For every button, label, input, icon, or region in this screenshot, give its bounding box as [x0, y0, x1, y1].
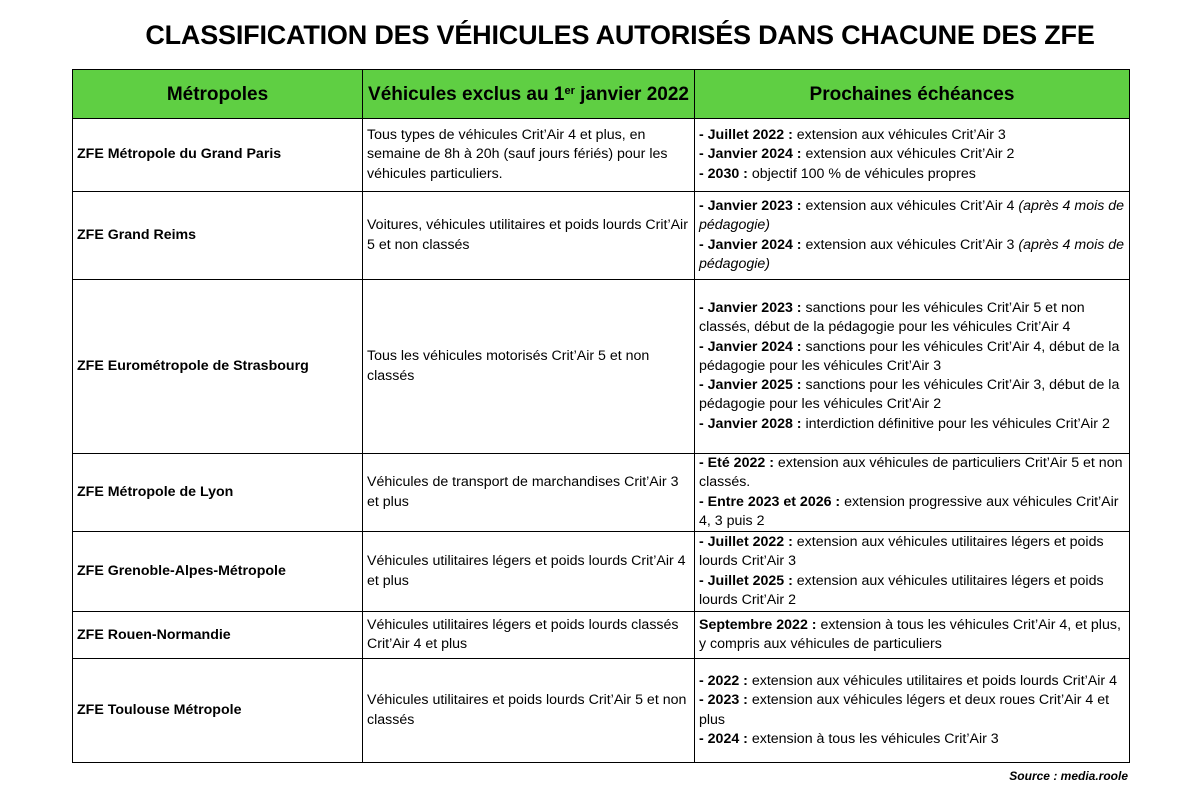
table-row [73, 119, 1130, 192]
schedule-text: extension aux véhicules utilitaires légers et poids lourds Crit’Air 2 [699, 572, 1104, 608]
schedule-cell [695, 280, 1130, 454]
metropole-name: ZFE Rouen-Normandie [73, 612, 363, 659]
metropole-name: ZFE Métropole de Lyon [73, 454, 363, 532]
schedule-item [699, 454, 1125, 493]
excluded-vehicles: Véhicules de transport de marchandises Crit’Air 3 et plus [363, 454, 695, 532]
table-row [73, 532, 1130, 612]
metropole-name: ZFE Grand Reims [73, 192, 363, 280]
excluded-vehicles: Véhicules utilitaires et poids lourds Crit’Air 5 et non classés [363, 659, 695, 763]
schedule-text: sanctions pour les véhicules Crit’Air 5 et non classés, début de la pédagogie pour les véhicules Crit’Air 4 [699, 299, 1085, 336]
schedule-date: - Janvier 2028 : [699, 415, 802, 432]
schedule-item [699, 376, 1125, 415]
schedule-date: - Juillet 2022 : [699, 127, 793, 144]
schedule-cell [695, 659, 1130, 763]
table-row [73, 612, 1130, 659]
schedule-item [699, 145, 1125, 164]
excluded-vehicles: Tous les véhicules motorisés Crit’Air 5 et non classés [363, 280, 695, 454]
schedule-date: Septembre 2022 : [699, 616, 817, 633]
schedule-date: - Janvier 2024 : [699, 146, 802, 163]
schedule-item [699, 197, 1125, 236]
schedule-date: - 2023 : [699, 692, 748, 709]
schedule-item [699, 730, 1125, 749]
header-excluded-sup: er [564, 84, 575, 97]
schedule-text: extension aux véhicules de particuliers Crit’Air 5 et non classés. [699, 455, 1123, 491]
schedule-date: - Janvier 2023 : [699, 299, 802, 316]
schedule-item [699, 672, 1125, 691]
schedule-cell [695, 119, 1130, 192]
schedule-note: (après 4 mois de pédagogie) [699, 236, 1125, 272]
header-excluded-vehicles [363, 70, 695, 119]
header-row [73, 70, 1130, 119]
schedule-text: extension aux véhicules Crit’Air 2 [801, 146, 1015, 163]
schedule-text: extension aux véhicules Crit’Air 3 [792, 127, 1006, 144]
schedule-date: - Janvier 2025 : [699, 377, 802, 394]
schedule-cell [695, 532, 1130, 612]
schedule-date: - Juillet 2025 : [699, 572, 793, 589]
table-row [73, 659, 1130, 763]
schedule-item [699, 299, 1125, 338]
schedule-date: - 2030 : [699, 165, 748, 182]
excluded-vehicles: Véhicules utilitaires légers et poids lourds Crit’Air 4 et plus [363, 532, 695, 612]
schedule-text: extension aux véhicules utilitaires légers et poids lourds Crit’Air 3 [699, 534, 1104, 570]
schedule-text: extension à tous les véhicules Crit’Air 3 [747, 730, 999, 747]
schedule-item [699, 533, 1125, 572]
schedule-cell [695, 192, 1130, 280]
schedule-text: extension progressive aux véhicules Crit’Air 4, 3 puis 2 [699, 493, 1119, 529]
schedule-item [699, 493, 1125, 532]
schedule-item [699, 126, 1125, 145]
table-row [73, 280, 1130, 454]
schedule-text: interdiction définitive pour les véhicules Crit’Air 2 [801, 415, 1110, 432]
header-excluded-suffix: janvier 2022 [574, 83, 689, 105]
schedule-cell [695, 612, 1130, 659]
schedule-text: extension aux véhicules Crit’Air 3 [801, 236, 1019, 253]
schedule-item [699, 691, 1125, 730]
schedule-text: extension à tous les véhicules Crit’Air 4, et plus, y compris aux véhicules de particuliers [699, 616, 1121, 653]
excluded-vehicles: Voitures, véhicules utilitaires et poids lourds Crit’Air 5 et non classés [363, 192, 695, 280]
schedule-item [699, 415, 1125, 434]
metropole-name: ZFE Métropole du Grand Paris [73, 119, 363, 192]
schedule-item [699, 572, 1125, 611]
schedule-note: (après 4 mois de pédagogie) [699, 197, 1125, 234]
excluded-vehicles: Tous types de véhicules Crit’Air 4 et plus, en semaine de 8h à 20h (sauf jours fériés) pour les véhicules particuliers. [363, 119, 695, 192]
schedule-date: - Janvier 2024 : [699, 338, 802, 355]
schedule-item [699, 165, 1125, 184]
schedule-item [699, 236, 1125, 275]
table-row [73, 192, 1130, 280]
schedule-date: - Entre 2023 et 2026 : [699, 493, 841, 510]
schedule-date: - Janvier 2023 : [699, 197, 802, 214]
schedule-date: - Janvier 2024 : [699, 236, 802, 253]
schedule-text: extension aux véhicules Crit’Air 4 [801, 197, 1019, 214]
schedule-text: extension aux véhicules utilitaires et poids lourds Crit’Air 4 [747, 673, 1117, 690]
header-metropoles: Métropoles [73, 70, 363, 119]
source-note: Source : media.roole [1009, 769, 1128, 783]
schedule-date: - Juillet 2022 : [699, 534, 793, 551]
schedule-date: - 2024 : [699, 730, 748, 747]
excluded-vehicles: Véhicules utilitaires légers et poids lourds classés Crit’Air 4 et plus [363, 612, 695, 659]
schedule-item [699, 338, 1125, 377]
schedule-cell [695, 454, 1130, 532]
metropole-name: ZFE Eurométropole de Strasbourg [73, 280, 363, 454]
schedule-date: - 2022 : [699, 673, 748, 690]
metropole-name: ZFE Toulouse Métropole [73, 659, 363, 763]
table-row [73, 454, 1130, 532]
zfe-table [72, 69, 1130, 763]
schedule-text: extension aux véhicules légers et deux roues Crit’Air 4 et plus [699, 692, 1110, 728]
page-title: CLASSIFICATION DES VÉHICULES AUTORISÉS DANS CHACUNE DES ZFE [145, 20, 1095, 50]
metropole-name: ZFE Grenoble-Alpes-Métropole [73, 532, 363, 612]
schedule-text: objectif 100 % de véhicules propres [747, 165, 976, 182]
schedule-date: - Eté 2022 : [699, 455, 774, 471]
header-excluded-prefix: Véhicules exclus au 1 [368, 83, 565, 105]
schedule-text: sanctions pour les véhicules Crit’Air 3, début de la pédagogie pour les véhicules Crit’Air 2 [699, 377, 1120, 413]
header-schedule: Prochaines échéances [695, 70, 1130, 119]
schedule-item [699, 616, 1125, 655]
schedule-text: sanctions pour les véhicules Crit’Air 4, début de la pédagogie pour les véhicules Crit’Air 3 [699, 338, 1120, 374]
